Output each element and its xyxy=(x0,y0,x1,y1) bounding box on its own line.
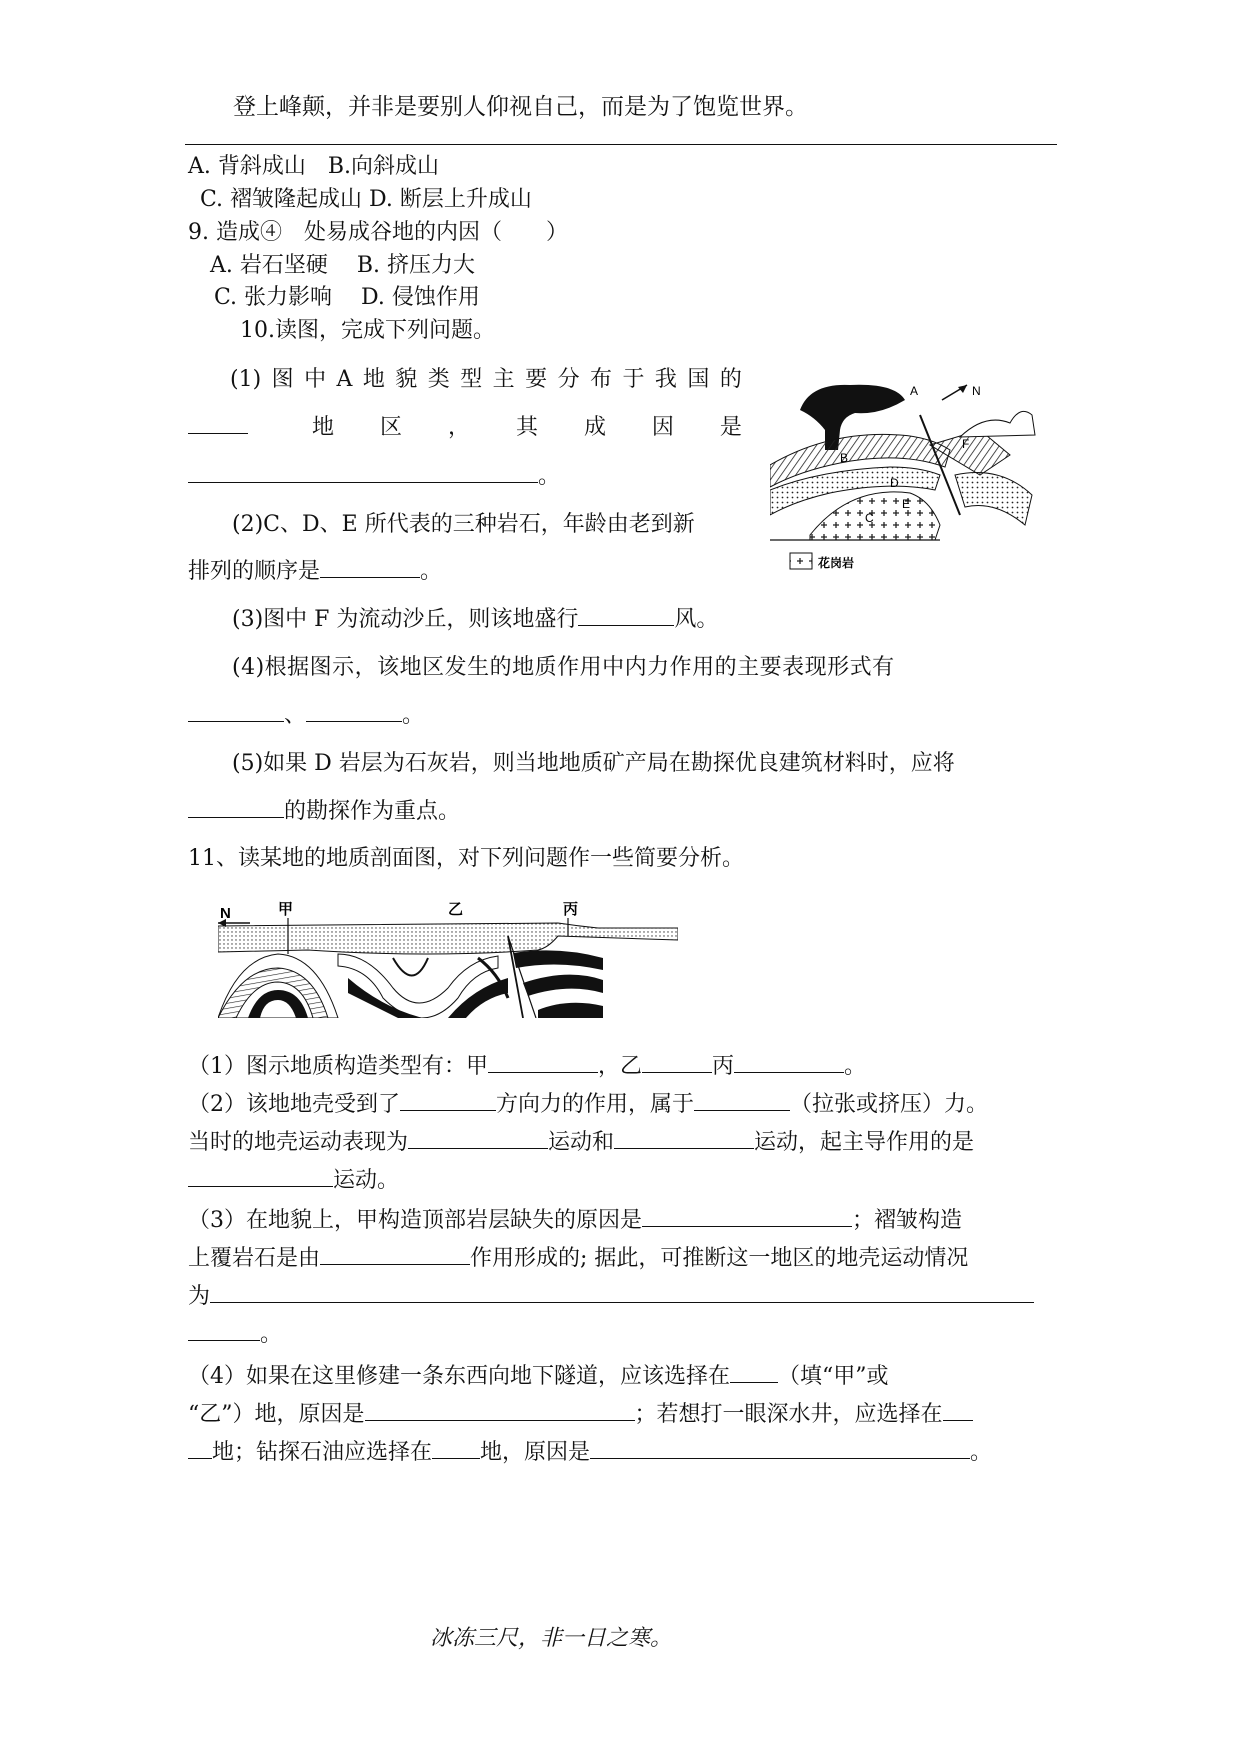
q10-p1-l2-word: 区 xyxy=(379,415,402,440)
q10-part1-line1 xyxy=(230,365,742,395)
answer-blank[interactable] xyxy=(188,1438,212,1459)
fig-label-n: N xyxy=(220,905,231,922)
text: 丙 xyxy=(712,1054,735,1079)
answer-blank[interactable] xyxy=(488,1052,598,1073)
text: ；褶皱构造 xyxy=(852,1208,963,1233)
punct: 。 xyxy=(970,1440,993,1465)
q10-p1-word: 地 xyxy=(362,367,385,392)
text: （填“甲”或 xyxy=(778,1364,889,1389)
text: 排列的顺序是 xyxy=(188,559,321,584)
answer-blank[interactable] xyxy=(320,1244,470,1265)
fig-label-a: A xyxy=(910,384,919,398)
q10-p1-word: (1) xyxy=(230,367,262,392)
q10-part5-line2 xyxy=(188,797,460,827)
answer-blank[interactable] xyxy=(306,701,402,722)
stratum-e xyxy=(955,473,1032,526)
answer-blank[interactable] xyxy=(188,462,538,483)
q11-sub4-line1 xyxy=(188,1362,889,1392)
q8-options-line2: C. 褶皱隆起成山 D. 断层上升成山 xyxy=(200,187,532,212)
answer-blank[interactable] xyxy=(943,1400,973,1421)
q10-p1-word: 国 xyxy=(687,367,710,392)
q10-part5-line1: (5)如果 D 岩层为石灰岩，则当地地质矿产局在勘探优良建筑材料时，应将 xyxy=(232,751,955,776)
text: （1）图示地质构造类型有：甲 xyxy=(188,1054,488,1079)
answer-blank[interactable] xyxy=(188,701,284,722)
punct: 。 xyxy=(402,703,425,728)
text: 风。 xyxy=(674,607,719,632)
answer-blank[interactable] xyxy=(188,413,248,434)
q10-part1-line3 xyxy=(188,462,560,492)
q10-p1-word: 图 xyxy=(271,367,294,392)
q10-p1-word: 我 xyxy=(654,367,677,392)
q11-sub1 xyxy=(188,1052,866,1082)
answer-blank[interactable] xyxy=(578,605,674,626)
text: 当时的地壳运动表现为 xyxy=(188,1130,409,1155)
answer-blank[interactable] xyxy=(400,1090,496,1111)
punct: 。 xyxy=(844,1054,867,1079)
fig-label-b: B xyxy=(840,451,849,465)
header-divider xyxy=(185,144,1057,145)
fault-block-layer3 xyxy=(538,1003,603,1018)
fig-label-c: C xyxy=(865,511,874,525)
answer-blank[interactable] xyxy=(432,1438,480,1459)
answer-blank[interactable] xyxy=(408,1128,548,1149)
punct: 。 xyxy=(538,464,561,489)
text: (3)图中 F 为流动沙丘，则该地盛行 xyxy=(232,607,579,632)
legend-swatch xyxy=(790,553,812,569)
q9-options-line2: C. 张力影响 D. 侵蚀作用 xyxy=(214,285,480,310)
q11-cross-section-figure xyxy=(218,898,678,1018)
text: ，乙 xyxy=(598,1054,643,1079)
text: 为 xyxy=(188,1284,211,1309)
fig-label-d: D xyxy=(890,476,899,490)
answer-blank[interactable] xyxy=(365,1400,635,1421)
text: 运动和 xyxy=(548,1130,615,1155)
q9-stem: 9. 造成④ 处易成谷地的内因（ ） xyxy=(188,220,568,245)
q10-part2-line2 xyxy=(188,557,442,587)
legend-label: 花岗岩 xyxy=(818,556,855,570)
answer-blank[interactable] xyxy=(642,1206,852,1227)
q10-intro: 10.读图，完成下列问题。 xyxy=(240,318,495,343)
q10-p1-l2-word: 其 xyxy=(515,415,538,440)
fig-label-yi: 乙 xyxy=(448,900,464,918)
answer-blank[interactable] xyxy=(734,1052,844,1073)
fig-label-bing: 丙 xyxy=(563,900,579,918)
q11-sub4-line2 xyxy=(188,1400,973,1430)
q10-p1-l2-word: 地 xyxy=(312,415,335,440)
q10-p1-word: 分 xyxy=(557,367,580,392)
punct: 、 xyxy=(284,703,307,728)
punct: 。 xyxy=(420,559,443,584)
cover-layer xyxy=(218,923,678,954)
answer-blank[interactable] xyxy=(188,1166,333,1187)
q11-sub2-line2 xyxy=(188,1128,974,1158)
text: “乙”）地，原因是 xyxy=(188,1402,365,1427)
text: 的勘探作为重点。 xyxy=(284,799,461,824)
text: 地，原因是 xyxy=(480,1440,591,1465)
q10-part1-blank-region xyxy=(188,413,248,443)
fig-label-e: E xyxy=(902,497,911,511)
q10-part3 xyxy=(232,605,718,635)
answer-blank[interactable] xyxy=(188,1320,260,1341)
fig-label-n: N xyxy=(972,384,981,398)
fig-label-jia: 甲 xyxy=(278,900,294,918)
answer-blank[interactable] xyxy=(730,1362,778,1383)
header-motto: 登上峰颠，并非是要别人仰视自己，而是为了饱览世界。 xyxy=(233,94,808,120)
q10-p1-word: 要 xyxy=(525,367,548,392)
answer-blank[interactable] xyxy=(210,1282,1034,1303)
q11-sub4-line3 xyxy=(188,1438,992,1468)
text: ；若想打一眼深水井，应选择在 xyxy=(634,1402,943,1427)
q11-sub2-line3 xyxy=(188,1166,399,1196)
syncline-core xyxy=(393,958,428,976)
text: 上覆岩石是由 xyxy=(188,1246,321,1271)
text: 运动。 xyxy=(333,1168,400,1193)
answer-blank[interactable] xyxy=(320,557,420,578)
q10-p1-word: 貌 xyxy=(395,367,418,392)
q10-part4-line1: (4)根据图示，该地区发生的地质作用中内力作用的主要表现形式有 xyxy=(232,655,895,680)
q10-part4-line2 xyxy=(188,701,424,731)
q11-sub3-line2 xyxy=(188,1244,968,1274)
q10-part2-line1: (2)C、D、E 所代表的三种岩石，年龄由老到新 xyxy=(232,512,695,537)
q11-sub3-line3 xyxy=(188,1282,1034,1312)
q10-part1-line2 xyxy=(312,413,742,443)
punct: 。 xyxy=(260,1322,283,1347)
q10-p1-word: 中 xyxy=(304,367,327,392)
q11-sub3-line4 xyxy=(188,1320,282,1350)
answer-blank[interactable] xyxy=(188,797,284,818)
q10-p1-l2-word: 成 xyxy=(583,415,606,440)
fig-label-f: F xyxy=(962,437,970,451)
q11-sub2-line1 xyxy=(188,1090,988,1120)
q10-p1-word: 的 xyxy=(719,367,742,392)
text: 地；钻探石油应选择在 xyxy=(212,1440,433,1465)
q11-intro: 11、读某地的地质剖面图，对下列问题作一些简要分析。 xyxy=(188,846,744,871)
q10-p1-l2-word: 因 xyxy=(651,415,674,440)
text: 运动，起主导作用的是 xyxy=(754,1130,975,1155)
q10-p1-word: A xyxy=(336,367,353,392)
answer-blank[interactable] xyxy=(614,1128,754,1149)
q10-p1-word: 布 xyxy=(590,367,613,392)
text: 作用形成的; 据此，可推断这一地区的地壳运动情况 xyxy=(470,1246,969,1271)
text: （4）如果在这里修建一条东西向地下隧道，应该选择在 xyxy=(188,1364,730,1389)
fault-line xyxy=(920,415,960,515)
fault-block-layer2 xyxy=(523,975,603,996)
sand-dune-f xyxy=(960,411,1035,437)
footer-motto: 冰冻三尺，非一日之寒。 xyxy=(430,1626,673,1651)
text: （3）在地貌上，甲构造顶部岩层缺失的原因是 xyxy=(188,1208,642,1233)
text: 方向力的作用，属于 xyxy=(496,1092,695,1117)
q10-p1-word: 主 xyxy=(492,367,515,392)
text: （2）该地地壳受到了 xyxy=(188,1092,400,1117)
q8-options-line1: A. 背斜成山 B.向斜成山 xyxy=(188,154,440,179)
fault-block-layer1 xyxy=(513,950,603,970)
answer-blank[interactable] xyxy=(694,1090,790,1111)
q10-p1-word: 型 xyxy=(460,367,483,392)
q10-p1-word: 类 xyxy=(427,367,450,392)
granite-c xyxy=(810,492,940,540)
answer-blank[interactable] xyxy=(590,1438,970,1459)
q10-p1-word: 于 xyxy=(622,367,645,392)
q11-sub3-line1 xyxy=(188,1206,962,1236)
q9-options-line1: A. 岩石坚硬 B. 挤压力大 xyxy=(210,253,476,278)
q10-p1-l2-word: ， xyxy=(447,415,470,440)
q10-geology-figure xyxy=(770,375,1040,575)
answer-blank[interactable] xyxy=(642,1052,712,1073)
text: （拉张或挤压）力。 xyxy=(790,1092,989,1117)
q10-p1-l2-word: 是 xyxy=(719,415,742,440)
